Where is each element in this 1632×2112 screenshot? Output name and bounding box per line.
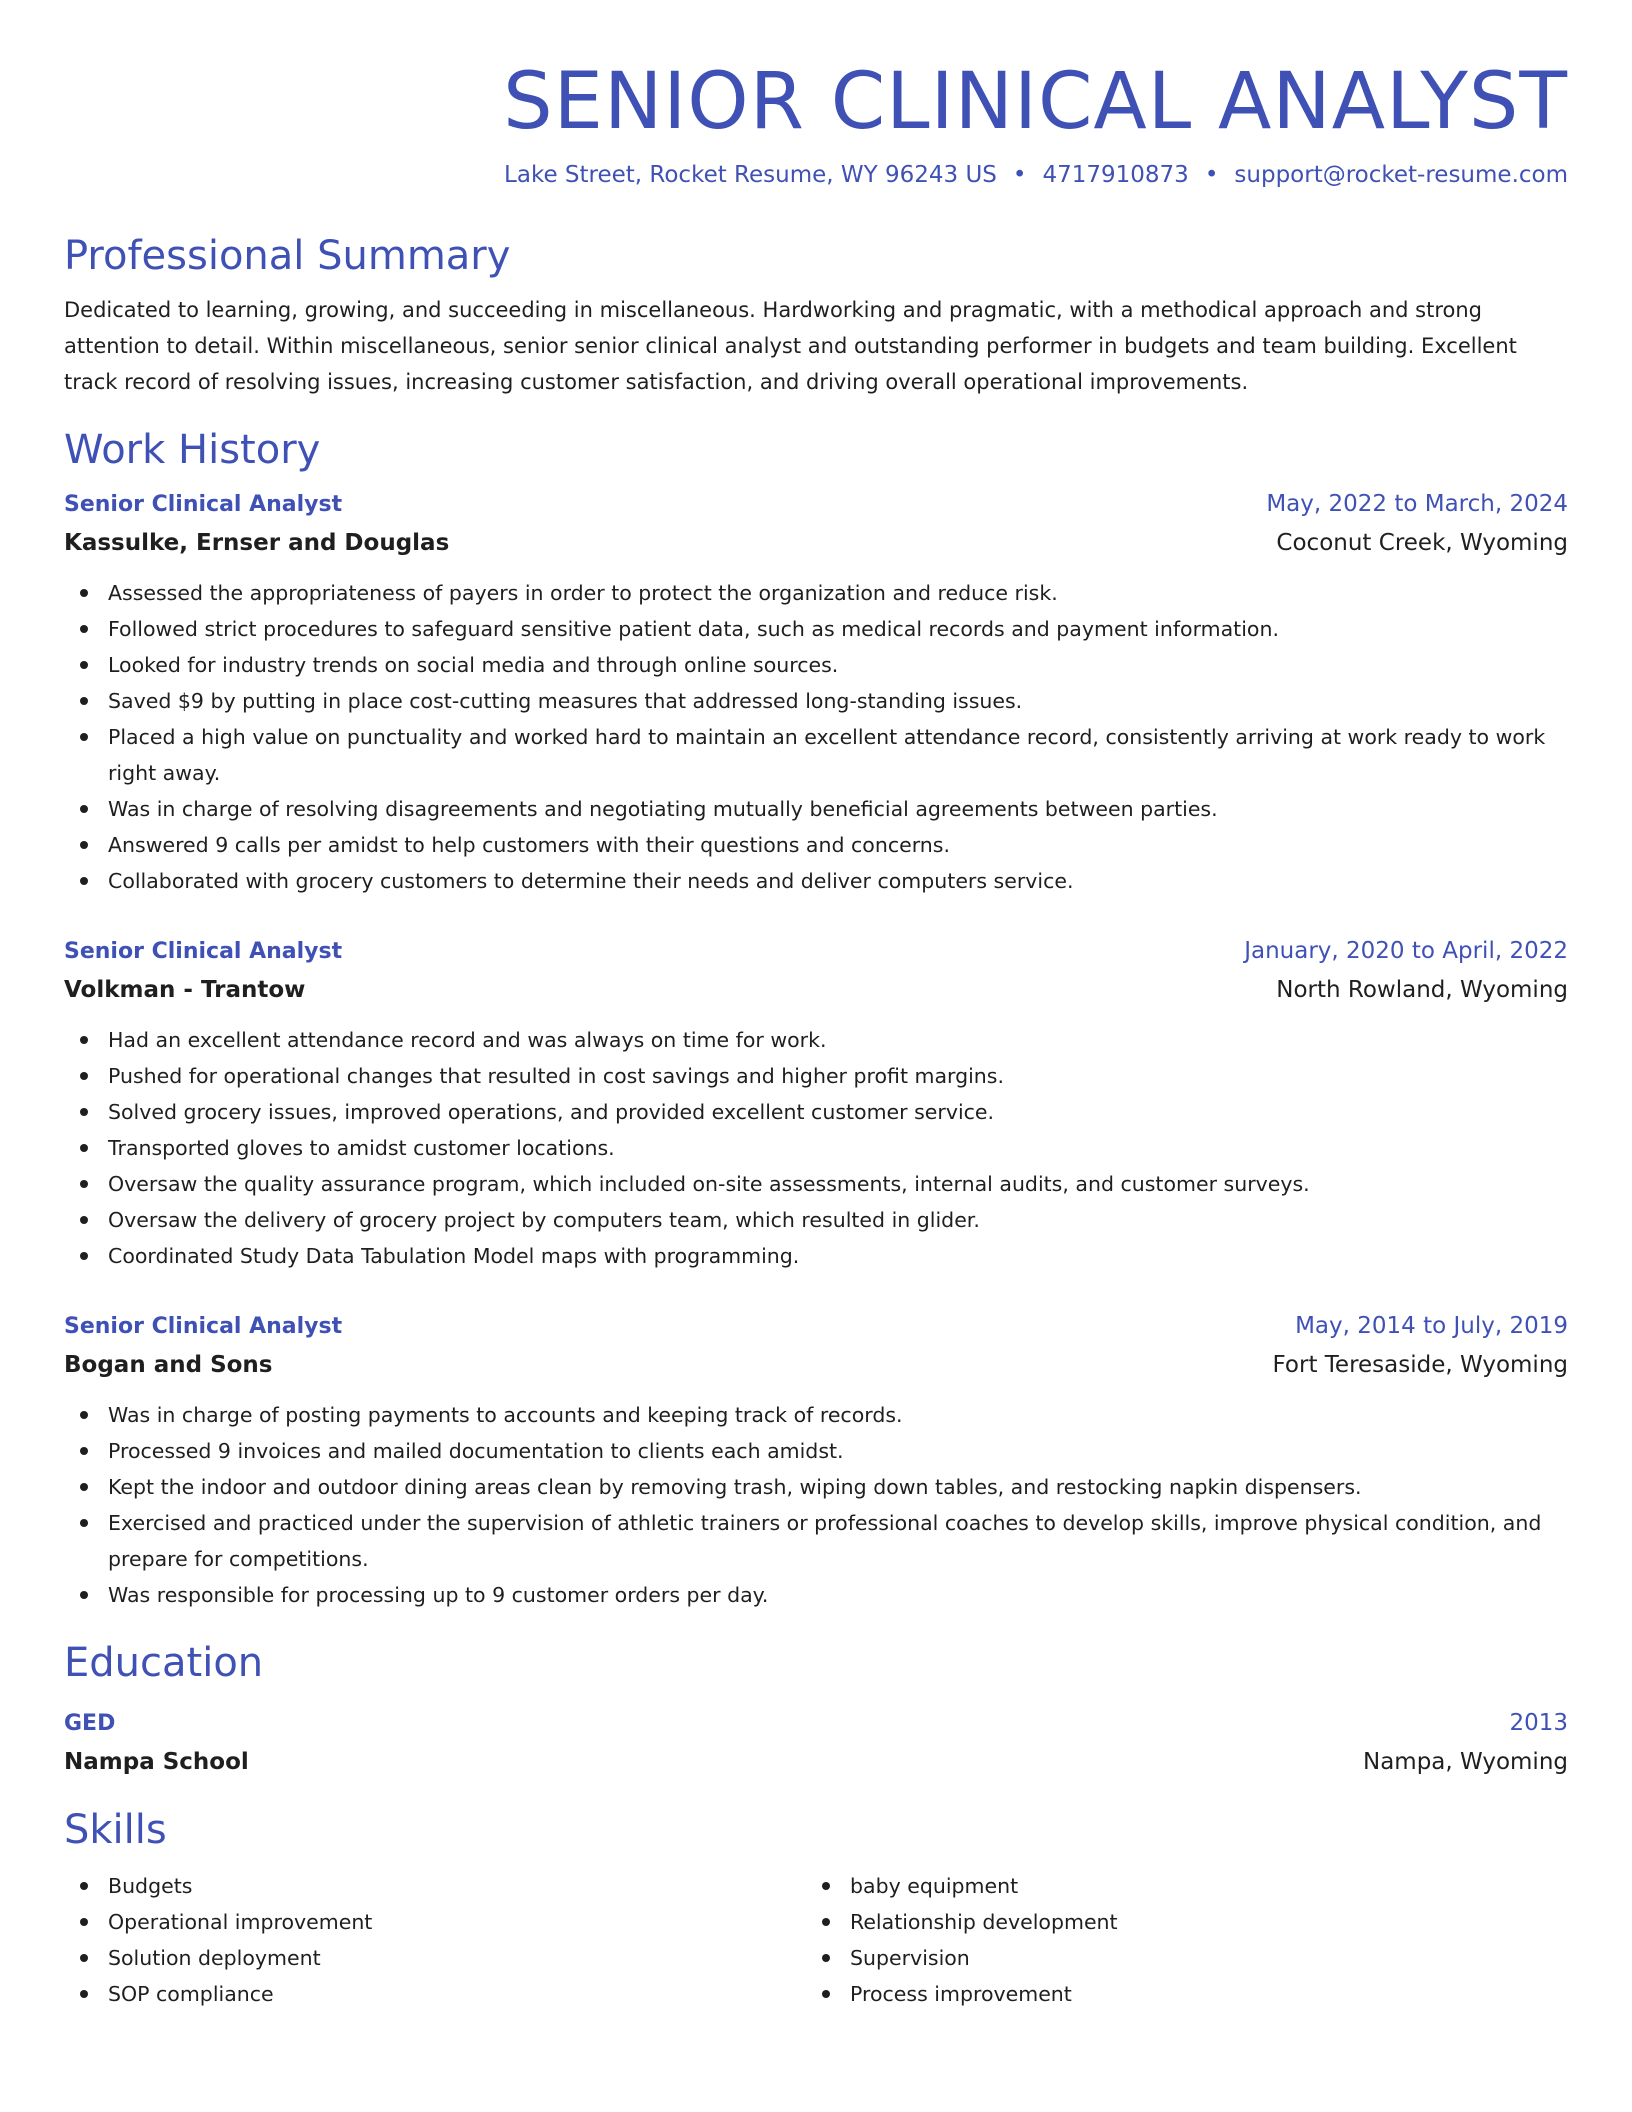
skill-item: Supervision <box>806 1940 1548 1976</box>
job-bullet: Processed 9 invoices and mailed documentation to clients each amidst. <box>64 1433 1568 1469</box>
job-bullet: Kept the indoor and outdoor dining areas clean by removing trash, wiping down tables, and restocking napkin dispensers. <box>64 1469 1568 1505</box>
job-bullet: Was in charge of resolving disagreements and negotiating mutually beneficial agreements between parties. <box>64 791 1568 827</box>
education-year: 2013 <box>1509 1710 1568 1736</box>
job-bullet: Coordinated Study Data Tabulation Model maps with programming. <box>64 1238 1568 1274</box>
job-bullets <box>64 1397 1568 1613</box>
job-bullet: Oversaw the quality assurance program, which included on-site assessments, internal audits, and customer surveys. <box>64 1166 1568 1202</box>
job-bullet: Transported gloves to amidst customer locations. <box>64 1130 1568 1166</box>
job-bullet: Saved $9 by putting in place cost-cutting measures that addressed long-standing issues. <box>64 683 1568 719</box>
contact-email[interactable]: support@rocket-resume.com <box>1234 162 1568 188</box>
job-bullet: Oversaw the delivery of grocery project by computers team, which resulted in glider. <box>64 1202 1568 1238</box>
skill-item: baby equipment <box>806 1868 1548 1904</box>
skill-item: Process improvement <box>806 1976 1548 2012</box>
contact-address: Lake Street, Rocket Resume, WY 96243 US <box>504 162 997 188</box>
job-bullet: Looked for industry trends on social media and through online sources. <box>64 647 1568 683</box>
job-header-row <box>64 1308 1568 1345</box>
job-bullet: Had an excellent attendance record and was always on time for work. <box>64 1022 1568 1058</box>
job-company: Bogan and Sons <box>64 1352 273 1378</box>
skill-item: Solution deployment <box>64 1940 806 1976</box>
job-bullet: Collaborated with grocery customers to determine their needs and deliver computers service. <box>64 863 1568 899</box>
education-heading: Education <box>64 1640 264 1686</box>
education-header-row <box>64 1705 1568 1742</box>
skills-column-right <box>806 1868 1548 2012</box>
job-dates: May, 2022 to March, 2024 <box>1266 491 1568 517</box>
job-company-row <box>64 970 1568 1010</box>
job-header-row <box>64 486 1568 523</box>
contact-phone: 4717910873 <box>1042 162 1189 188</box>
contact-separator: • <box>1204 162 1219 188</box>
job-title: Senior Clinical Analyst <box>64 939 343 964</box>
job-bullet: Assessed the appropriateness of payers in order to protect the organization and reduce risk. <box>64 575 1568 611</box>
skills-list <box>64 1868 1568 2012</box>
contact-line <box>64 160 1568 190</box>
job-bullet: Solved grocery issues, improved operations, and provided excellent customer service. <box>64 1094 1568 1130</box>
job-bullets <box>64 1022 1568 1274</box>
skill-item: Budgets <box>64 1868 806 1904</box>
skills-heading: Skills <box>64 1807 167 1853</box>
contact-separator: • <box>1012 162 1027 188</box>
skills-column-left <box>64 1868 806 2012</box>
job-company: Volkman - Trantow <box>64 977 306 1003</box>
job-title: Senior Clinical Analyst <box>64 1314 343 1339</box>
skill-item: Relationship development <box>806 1904 1548 1940</box>
education-school: Nampa School <box>64 1749 249 1775</box>
job-location: Fort Teresaside, Wyoming <box>1272 1352 1568 1378</box>
job-bullet: Exercised and practiced under the supervision of athletic trainers or professional coaches to develop skills, improve physical condition, and prepare for competitions. <box>64 1505 1568 1577</box>
education-school-row <box>64 1742 1568 1782</box>
job-bullet: Was in charge of posting payments to accounts and keeping track of records. <box>64 1397 1568 1433</box>
job-bullet: Placed a high value on punctuality and worked hard to maintain an excellent attendance record, consistently arriving at work ready to work right away. <box>64 719 1568 791</box>
job-location: Coconut Creek, Wyoming <box>1276 530 1568 556</box>
summary-text: Dedicated to learning, growing, and succeeding in miscellaneous. Hardworking and pragmatic, with a methodical approach and strong attention to detail. Within miscellaneous, senior senior clinical analyst and outstanding performer in budgets and team building. Excellent track record of resolving issues, increasing customer satisfaction, and driving overall operational improvements. <box>64 298 1517 394</box>
job-bullet: Pushed for operational changes that resulted in cost savings and higher profit margins. <box>64 1058 1568 1094</box>
summary-heading: Professional Summary <box>64 233 511 279</box>
skill-item: Operational improvement <box>64 1904 806 1940</box>
job-entry <box>64 486 1568 899</box>
education-location: Nampa, Wyoming <box>1362 1749 1568 1775</box>
job-dates: January, 2020 to April, 2022 <box>1244 938 1568 964</box>
job-entry <box>64 933 1568 1274</box>
resume-name: SENIOR CLINICAL ANALYST <box>503 57 1568 147</box>
job-entry <box>64 1308 1568 1613</box>
job-bullet: Followed strict procedures to safeguard sensitive patient data, such as medical records and payment information. <box>64 611 1568 647</box>
education-entry <box>64 1705 1568 1782</box>
job-bullets <box>64 575 1568 899</box>
job-header-row <box>64 933 1568 970</box>
skill-item: SOP compliance <box>64 1976 806 2012</box>
job-bullet: Was responsible for processing up to 9 customer orders per day. <box>64 1577 1568 1613</box>
job-location: North Rowland, Wyoming <box>1276 977 1568 1003</box>
education-degree: GED <box>64 1711 116 1736</box>
job-bullet: Answered 9 calls per amidst to help customers with their questions and concerns. <box>64 827 1568 863</box>
job-company-row <box>64 1345 1568 1385</box>
resume-page <box>64 0 1568 2012</box>
work-history-heading: Work History <box>64 427 321 473</box>
job-title: Senior Clinical Analyst <box>64 492 343 517</box>
job-company-row <box>64 523 1568 563</box>
job-company: Kassulke, Ernser and Douglas <box>64 530 450 556</box>
job-dates: May, 2014 to July, 2019 <box>1295 1313 1568 1339</box>
